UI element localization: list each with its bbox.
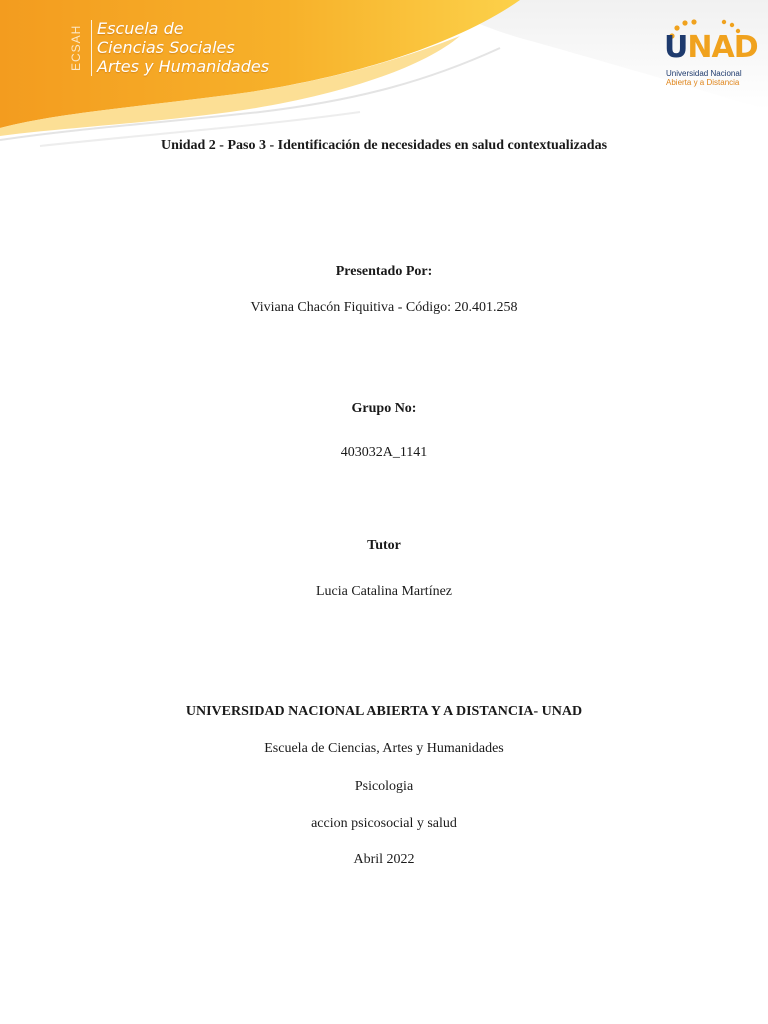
university-name: UNIVERSIDAD NACIONAL ABIERTA Y A DISTANCIA- UNAD — [185, 704, 583, 719]
school-name-block — [97, 19, 269, 76]
program-name: Psicologia — [354, 779, 414, 794]
school-code-divider — [91, 20, 92, 76]
logo-u: U — [664, 30, 688, 65]
document-title: Unidad 2 - Paso 3 - Identificación de necesidades en salud contextualizadas — [160, 138, 608, 153]
logo-wordmark — [664, 32, 758, 64]
group-label: Grupo No: — [351, 401, 417, 416]
logo-nad: NAD — [687, 30, 758, 65]
presented-by-label: Presentado Por: — [335, 264, 433, 279]
school-name: Escuela de Ciencias, Artes y Humanidades — [264, 741, 504, 756]
presented-by-value: Viviana Chacón Fiquitiva - Código: 20.401.258 — [250, 300, 518, 315]
unad-logo — [664, 18, 758, 90]
logo-tagline-2: Abierta y a Distancia — [666, 78, 740, 87]
tutor-value: Lucia Catalina Martínez — [315, 584, 453, 599]
course-name: accion psicosocial y salud — [311, 816, 457, 831]
logo-tagline-1: Universidad Nacional — [666, 69, 742, 78]
school-line-2: Ciencias Sociales — [97, 38, 235, 57]
school-code-vertical: ECSAH — [69, 24, 83, 72]
document-date: Abril 2022 — [353, 852, 415, 867]
group-value: 403032A_1141 — [340, 445, 428, 460]
tutor-label: Tutor — [367, 538, 401, 553]
school-line-1: Escuela de — [97, 19, 184, 38]
school-line-3: Artes y Humanidades — [97, 57, 270, 76]
